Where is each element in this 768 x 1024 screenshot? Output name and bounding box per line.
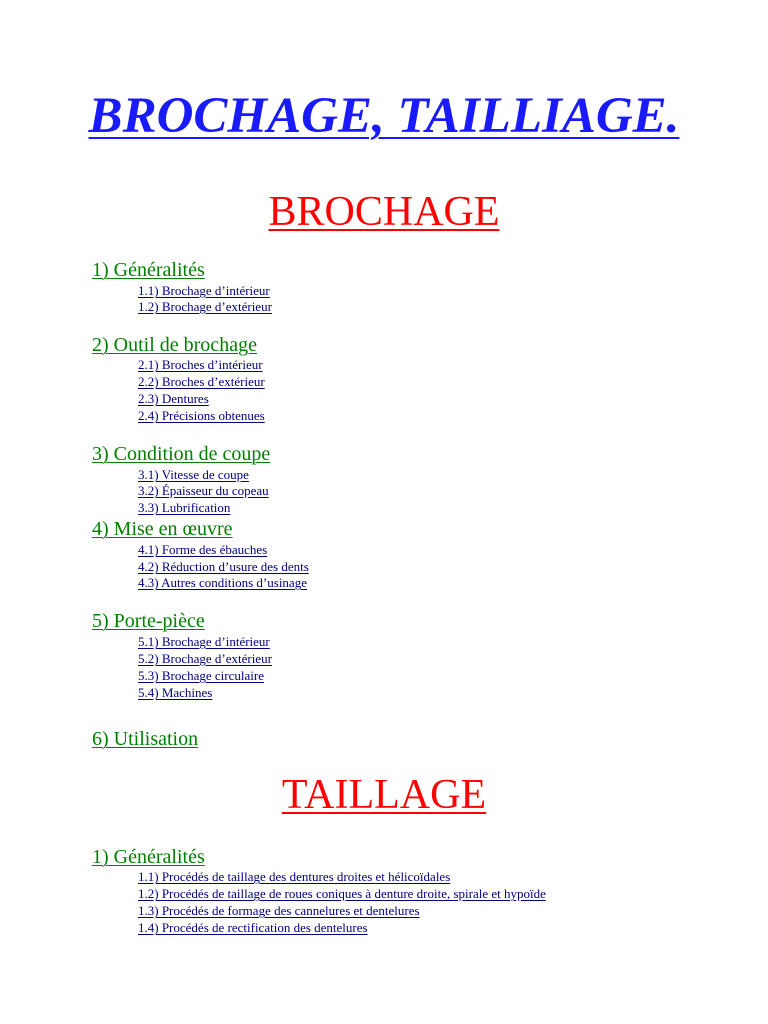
toc-item-precisions-obtenues[interactable]: 2.4) Précisions obtenues bbox=[138, 408, 265, 423]
toc-chapter-utilisation[interactable]: 6) Utilisation bbox=[92, 728, 199, 750]
toc-item-formage-cannelures[interactable]: 1.3) Procédés de formage des cannelures et dentelures bbox=[138, 903, 420, 918]
toc-item-brochage-interieur[interactable]: 1.1) Brochage d’intérieur bbox=[138, 283, 270, 298]
toc-item-dentures[interactable]: 2.3) Dentures bbox=[138, 391, 209, 406]
document-title: BROCHAGE, TAILLIAGE. bbox=[88, 88, 680, 144]
toc-item-reduction-usure-des-dents[interactable]: 4.2) Réduction d’usure des dents bbox=[138, 559, 309, 574]
toc-item-brochage-circulaire[interactable]: 5.3) Brochage circulaire bbox=[138, 668, 264, 683]
toc-item-autres-conditions-usinage[interactable]: 4.3) Autres conditions d’usinage bbox=[138, 575, 307, 590]
toc-item-brochage-exterieur[interactable]: 1.2) Brochage d’extérieur bbox=[138, 299, 272, 314]
toc-item-broches-exterieur[interactable]: 2.2) Broches d’extérieur bbox=[138, 374, 265, 389]
toc-item-vitesse-de-coupe[interactable]: 3.1) Vitesse de coupe bbox=[138, 467, 249, 482]
toc-item-epaisseur-du-copeau[interactable]: 3.2) Épaisseur du copeau bbox=[138, 483, 269, 498]
toc-item-broches-interieur[interactable]: 2.1) Broches d’intérieur bbox=[138, 357, 263, 372]
toc-item-lubrification[interactable]: 3.3) Lubrification bbox=[138, 500, 231, 515]
section-title-taillage: TAILLAGE bbox=[281, 772, 487, 818]
toc-chapter-porte-piece[interactable]: 5) Porte-pièce bbox=[92, 610, 205, 632]
toc-item-brochage-exterieur-porte-piece[interactable]: 5.2) Brochage d’extérieur bbox=[138, 651, 272, 666]
toc-item-taillage-roues-coniques[interactable]: 1.2) Procédés de taillage de roues coniques à denture droite, spirale et hypoïde bbox=[138, 886, 546, 901]
toc-item-rectification-dentelures[interactable]: 1.4) Procédés de rectification des dentelures bbox=[138, 920, 368, 935]
toc-chapter-generalites-taillage[interactable]: 1) Généralités bbox=[92, 846, 205, 868]
toc-chapter-mise-en-oeuvre[interactable]: 4) Mise en œuvre bbox=[92, 518, 233, 540]
toc-item-forme-des-ebauches[interactable]: 4.1) Forme des ébauches bbox=[138, 542, 268, 557]
toc-item-brochage-interieur-porte-piece[interactable]: 5.1) Brochage d’intérieur bbox=[138, 634, 270, 649]
toc-chapter-generalites[interactable]: 1) Généralités bbox=[92, 259, 205, 281]
toc-item-taillage-dentures-droites[interactable]: 1.1) Procédés de taillage des dentures droites et hélicoïdales bbox=[138, 869, 451, 884]
toc-item-machines[interactable]: 5.4) Machines bbox=[138, 685, 213, 700]
toc-chapter-condition-de-coupe[interactable]: 3) Condition de coupe bbox=[92, 443, 271, 465]
section-title-brochage: BROCHAGE bbox=[268, 189, 500, 235]
toc-chapter-outil-de-brochage[interactable]: 2) Outil de brochage bbox=[92, 334, 257, 356]
